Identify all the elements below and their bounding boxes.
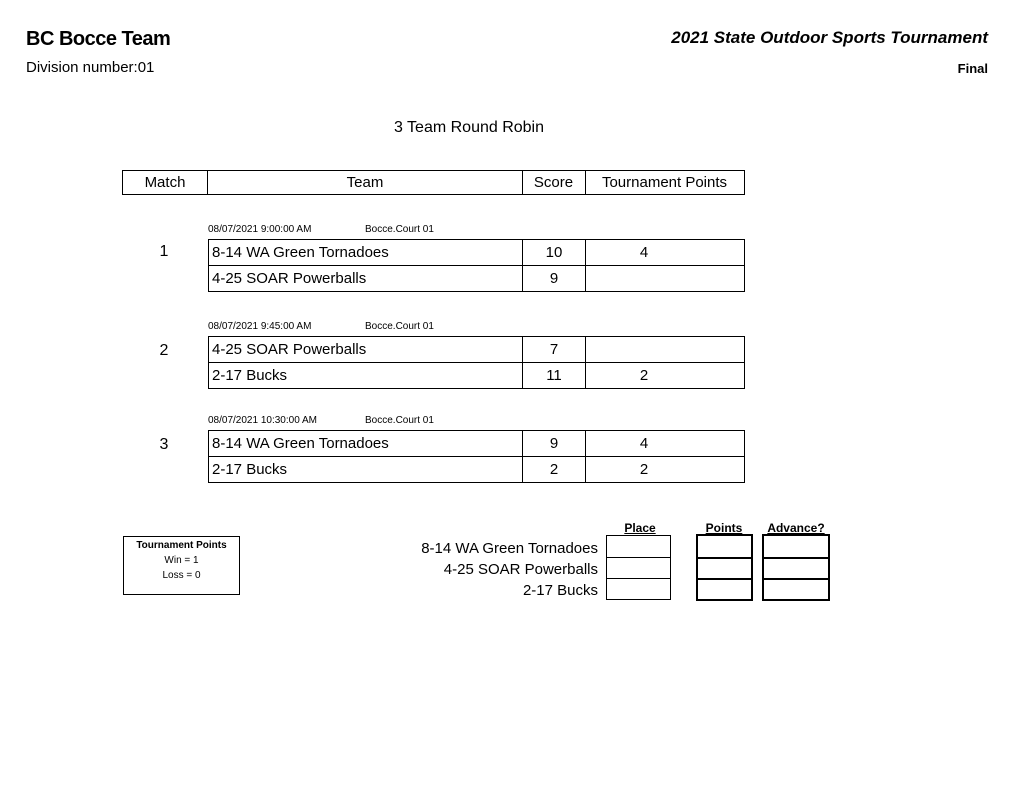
summary-team-2: 4-25 SOAR Powerballs bbox=[443, 561, 598, 578]
column-header-match: Match bbox=[122, 170, 208, 195]
match-1-datetime: 08/07/2021 9:00:00 AM bbox=[208, 224, 312, 235]
summary-header-place: Place bbox=[624, 521, 656, 535]
column-header-tournament-points: Tournament Points bbox=[585, 170, 745, 195]
match-3-table bbox=[208, 430, 745, 483]
match-3-datetime: 08/07/2021 10:30:00 AM bbox=[208, 415, 317, 426]
table-row bbox=[209, 240, 744, 265]
table-row bbox=[209, 362, 744, 388]
summary-header-points: Points bbox=[705, 521, 743, 535]
match-2-number: 2 bbox=[159, 342, 169, 359]
points-cell: 2 bbox=[639, 461, 649, 478]
team-title: BC Bocce Team bbox=[26, 28, 171, 50]
tournament-title: 2021 State Outdoor Sports Tournament bbox=[671, 28, 988, 47]
points-cell: 2 bbox=[639, 367, 649, 384]
score-cell: 11 bbox=[523, 363, 586, 388]
place-box[interactable] bbox=[607, 557, 670, 578]
place-boxes bbox=[606, 535, 671, 600]
advance-box[interactable] bbox=[764, 536, 828, 557]
place-box[interactable] bbox=[607, 578, 670, 599]
points-boxes bbox=[696, 534, 753, 601]
legend-win: Win = 1 bbox=[164, 555, 199, 566]
place-box[interactable] bbox=[607, 536, 670, 557]
legend-title: Tournament Points bbox=[136, 540, 227, 551]
match-1-table bbox=[208, 239, 745, 292]
table-row bbox=[209, 456, 744, 482]
team-cell: 8-14 WA Green Tornadoes bbox=[209, 240, 523, 265]
match-3-number: 3 bbox=[159, 436, 169, 453]
advance-box[interactable] bbox=[764, 557, 828, 578]
legend-loss: Loss = 0 bbox=[162, 570, 201, 581]
score-cell: 9 bbox=[523, 266, 586, 291]
status-label: Final bbox=[957, 61, 988, 76]
score-cell: 9 bbox=[523, 431, 586, 456]
score-cell: 10 bbox=[523, 240, 586, 265]
match-3-court: Bocce.Court 01 bbox=[365, 415, 434, 426]
score-cell: 7 bbox=[523, 337, 586, 362]
table-row bbox=[209, 337, 744, 362]
table-row bbox=[209, 431, 744, 456]
points-cell bbox=[586, 266, 744, 291]
points-box[interactable] bbox=[698, 536, 751, 557]
format-title: 3 Team Round Robin bbox=[393, 119, 545, 136]
match-1-number: 1 bbox=[159, 243, 169, 260]
table-row bbox=[209, 265, 744, 291]
tournament-points-legend bbox=[123, 536, 240, 595]
advance-box[interactable] bbox=[764, 578, 828, 599]
team-cell: 4-25 SOAR Powerballs bbox=[209, 266, 523, 291]
team-cell: 8-14 WA Green Tornadoes bbox=[209, 431, 523, 456]
column-header-team: Team bbox=[208, 170, 523, 195]
match-2-table bbox=[208, 336, 745, 389]
points-cell bbox=[586, 337, 744, 362]
division-number: Division number:01 bbox=[26, 59, 155, 76]
points-cell: 4 bbox=[639, 435, 649, 452]
points-box[interactable] bbox=[698, 557, 751, 578]
summary-header-advance: Advance? bbox=[767, 521, 825, 535]
match-2-datetime: 08/07/2021 9:45:00 AM bbox=[208, 321, 312, 332]
match-1-court: Bocce.Court 01 bbox=[365, 224, 434, 235]
column-header-score: Score bbox=[522, 170, 586, 195]
team-cell: 2-17 Bucks bbox=[209, 363, 523, 388]
summary-team-1: 8-14 WA Green Tornadoes bbox=[421, 540, 598, 557]
points-box[interactable] bbox=[698, 578, 751, 599]
summary-team-3: 2-17 Bucks bbox=[522, 582, 598, 599]
team-cell: 4-25 SOAR Powerballs bbox=[209, 337, 523, 362]
match-2-court: Bocce.Court 01 bbox=[365, 321, 434, 332]
score-cell: 2 bbox=[523, 457, 586, 482]
points-cell: 4 bbox=[639, 244, 649, 261]
team-cell: 2-17 Bucks bbox=[209, 457, 523, 482]
advance-boxes bbox=[762, 534, 830, 601]
